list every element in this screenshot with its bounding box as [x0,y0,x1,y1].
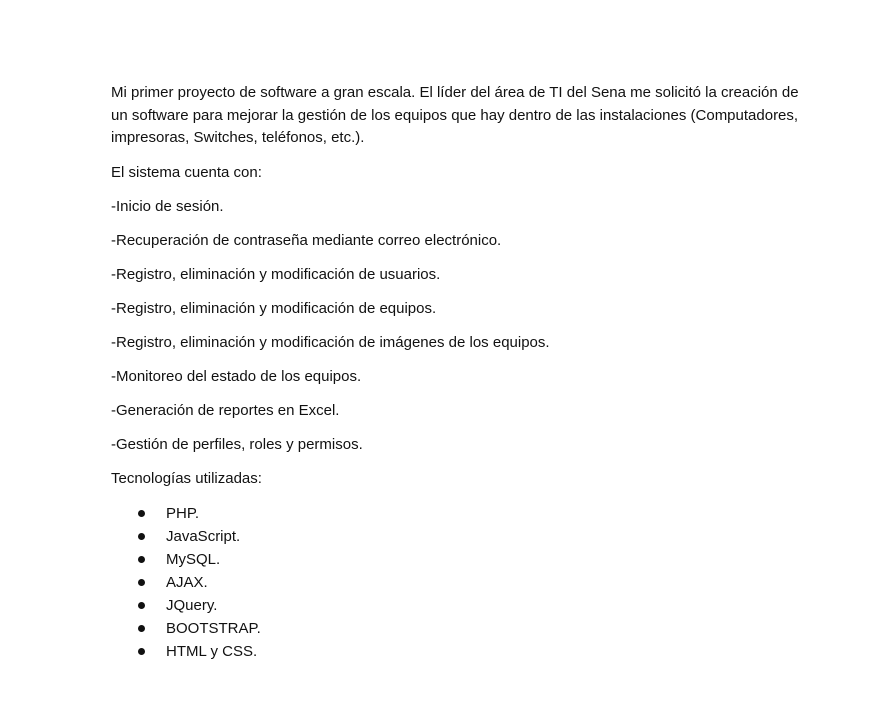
feature-item: -Monitoreo del estado de los equipos. [111,367,362,385]
list-item [111,594,811,617]
feature-item: -Gestión de perfiles, roles y permisos. [111,435,363,453]
bullet-icon [138,579,145,586]
bullet-icon [138,510,145,517]
list-item [111,571,811,594]
features-heading: El sistema cuenta con: [111,163,262,181]
technology-label: MySQL. [166,550,221,568]
technology-label: BOOTSTRAP. [166,619,261,637]
intro-paragraph: Mi primer proyecto de software a gran escala. El líder del área de TI del Sena me solicitó la creación de un software para mejorar la gestión de los equipos que hay dentro de las instalaciones (Computadores, impresoras, Switches, teléfonos, etc.). [111,84,799,146]
technology-label: JQuery. [166,596,218,614]
list-item [111,525,811,548]
feature-item: -Registro, eliminación y modificación de equipos. [111,299,437,317]
feature-item: -Registro, eliminación y modificación de usuarios. [111,265,441,283]
technology-label: JavaScript. [166,527,241,545]
feature-item: -Recuperación de contraseña mediante correo electrónico. [111,231,502,249]
technology-label: PHP. [166,504,200,522]
feature-item: -Registro, eliminación y modificación de imágenes de los equipos. [111,333,550,351]
technologies-heading: Tecnologías utilizadas: [111,469,262,487]
technologies-list [111,502,811,663]
feature-item: -Generación de reportes en Excel. [111,401,340,419]
bullet-icon [138,648,145,655]
technology-label: AJAX. [166,573,208,591]
technology-label: HTML y CSS. [166,642,258,660]
bullet-icon [138,556,145,563]
feature-item: -Inicio de sesión. [111,197,224,215]
bullet-icon [138,602,145,609]
bullet-icon [138,533,145,540]
features-list [111,196,811,456]
document-page [111,82,811,663]
list-item [111,502,811,525]
list-item [111,640,811,663]
list-item [111,548,811,571]
bullet-icon [138,625,145,632]
list-item [111,617,811,640]
